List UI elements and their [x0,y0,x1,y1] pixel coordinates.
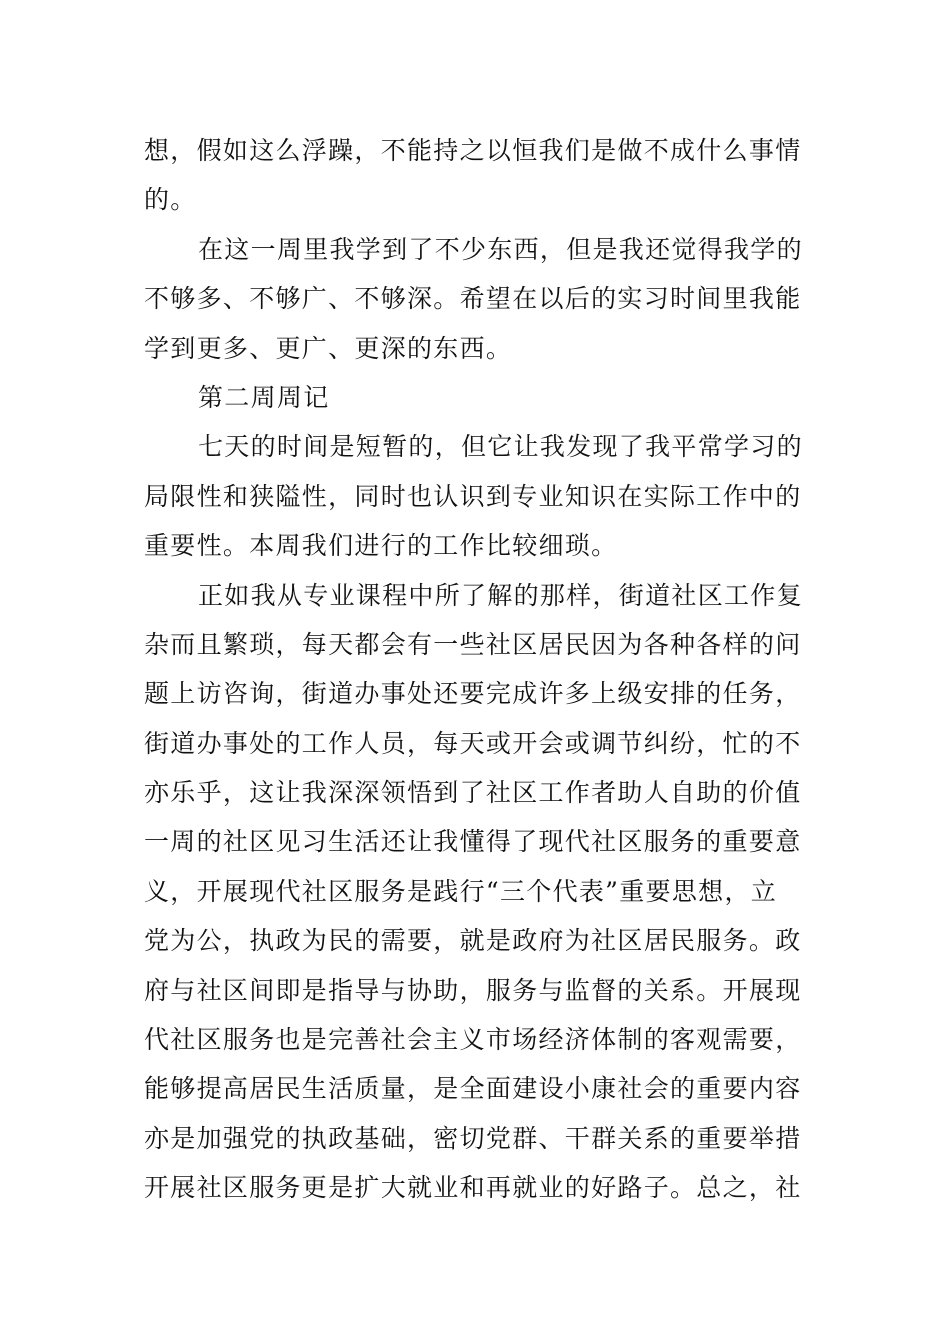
text-line: 重要性。本周我们进行的工作比较细琐。 [144,531,618,561]
text-line: 一周的社区见习生活还让我懂得了现代社区服务的重要意 [144,827,802,857]
text-line: 在这一周里我学到了不少东西，但是我还觉得我学的 [198,234,803,264]
text-line: 代社区服务也是完善社会主义市场经济体制的客观需要， [144,1025,802,1055]
text-line: 题上访咨询，街道办事处还要完成许多上级安排的任务， [144,679,802,709]
text-line: 街道办事处的工作人员，每天或开会或调节纠纷，忙的不 [144,728,802,758]
text-line: 的。 [144,185,197,215]
text-line: 想，假如这么浮躁，不能持之以恒我们是做不成什么事情 [144,136,802,165]
text-line: 正如我从专业课程中所了解的那样，街道社区工作复 [198,580,803,610]
text-line: 党为公，执政为民的需要，就是政府为社区居民服务。政 [144,926,802,956]
body-text [144,126,814,1213]
text-line: 能够提高居民生活质量，是全面建设小康社会的重要内容 [144,1074,802,1104]
text-line: 亦乐乎，这让我深深领悟到了社区工作者助人自助的价值 [144,778,802,808]
text-line: 局限性和狭隘性，同时也认识到专业知识在实际工作中的 [144,481,802,511]
text-line: 杂而且繁琐，每天都会有一些社区居民因为各种各样的问 [144,629,802,659]
text-line: 府与社区间即是指导与协助，服务与监督的关系。开展现 [144,975,802,1005]
text-line: 不够多、不够广、不够深。希望在以后的实习时间里我能 [144,284,802,314]
text-line: 义，开展现代社区服务是践行“三个代表”重要思想，立 [144,876,778,906]
text-line: 学到更多、更广、更深的东西。 [144,333,513,363]
section-heading: 第二周周记 [198,382,330,412]
text-line: 亦是加强党的执政基础，密切党群、干群关系的重要举措 [144,1123,802,1153]
text-line: 七天的时间是短暂的，但它让我发现了我平常学习的 [198,432,803,462]
text-line: 开展社区服务更是扩大就业和再就业的好路子。总之，社 [144,1173,802,1203]
